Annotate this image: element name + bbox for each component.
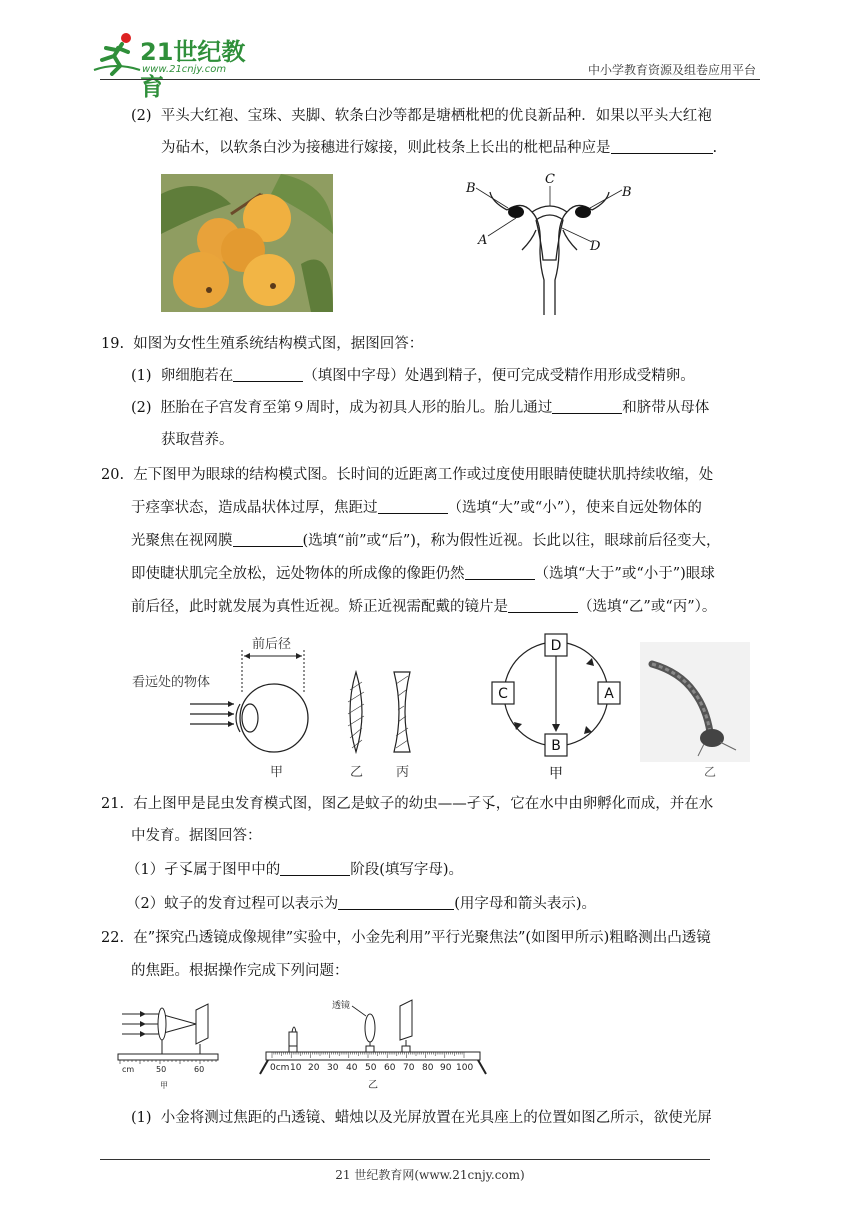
label-b-left: B: [466, 181, 476, 196]
stage-c-label: C: [498, 686, 508, 702]
runner-logo-icon: [92, 30, 142, 76]
page-footer: 21 世纪教育网(www.21cnjy.com): [335, 1168, 525, 1182]
bench-b-tick-40: 40: [346, 1063, 358, 1073]
q21-sub2: （2）蚊子的发育过程可以表示为 (用字母和箭头表示)。: [126, 896, 597, 912]
label-d: D: [590, 239, 601, 254]
eye-lens-figure: [128, 630, 428, 782]
q21-line1: 21. 右上图甲是昆虫发育模式图，图乙是蚊子的幼虫——孑孓，它在水中由卵孵化而成，并在水: [101, 796, 714, 812]
answer-blank[interactable]: [280, 860, 350, 876]
q19-sub2-cont: 获取营养。: [161, 432, 234, 448]
reproductive-system-diagram: [462, 170, 637, 318]
q19-sub2: (2) 胚胎在子宫发育至第９周时，成为初具人形的胎儿。胎儿通过 和脐带从母体: [131, 400, 710, 416]
stage-d-label: D: [550, 638, 562, 654]
q20-line1: 20. 左下图甲为眼球的结构模式图。长时间的近距离工作或过度使用眼睛使睫状肌持续收缩，处: [101, 467, 714, 483]
bench-a-caption: 甲: [160, 1081, 168, 1090]
answer-blank[interactable]: [378, 498, 448, 514]
q19-sub1: (1) 卵细胞若在 （填图中字母）处遇到精子，便可完成受精作用形成受精卵。: [131, 368, 695, 384]
q20-line5: 前后径，此时就发展为真性近视。矫正近视需配戴的镜片是 （选填“乙”或“丙”）。: [131, 599, 717, 615]
site-logo: [92, 30, 262, 101]
bench-b-tick-100: 100: [456, 1063, 474, 1073]
label-a: A: [478, 233, 488, 248]
answer-blank[interactable]: [552, 398, 622, 414]
cycle-caption: 甲: [549, 766, 563, 782]
q21-sub1: （1）孑孓属于图甲中的 阶段(填写字母)。: [126, 862, 464, 878]
bench-b-tick-10: 10: [290, 1063, 302, 1073]
bench-b-tick-50: 50: [365, 1063, 377, 1073]
label-c: C: [545, 172, 555, 187]
optical-bench-a: [116, 1000, 220, 1092]
bench-b-tick-60: 60: [384, 1063, 396, 1073]
header-divider: [100, 79, 760, 80]
q20-line3: 光聚焦在视网膜 (选填“前”或“后”)，称为假性近视。长此以往，眼球前后径变大，: [131, 533, 721, 549]
bench-b-tick-20: 20: [308, 1063, 320, 1073]
bench-b-tick-0: 0cm: [270, 1063, 290, 1073]
footer-divider: [100, 1159, 710, 1160]
mosquito-larva-photo: [640, 642, 750, 780]
q19-stem: 19. 如图为女性生殖系统结构模式图，据图回答：: [101, 336, 424, 352]
bench-a-unit: cm: [122, 1065, 135, 1074]
concave-lens-caption: 丙: [396, 765, 410, 780]
q20-line2: 于痉挛状态，造成晶状体过厚，焦距过 （选填“大”或“小”），使来自远处物体的: [131, 500, 702, 516]
stage-b-label: B: [551, 738, 561, 754]
convex-lens-caption: 乙: [350, 765, 364, 780]
bench-b-tick-30: 30: [327, 1063, 339, 1073]
bench-b-tick-90: 90: [440, 1063, 452, 1073]
q22-sub1: (1) 小金将测过焦距的凸透镜、蜡烛以及光屏放置在光具座上的位置如图乙所示，欲使光屏: [131, 1110, 712, 1126]
bench-b-tick-80: 80: [422, 1063, 434, 1073]
q21-line2: 中发育。据图回答：: [131, 828, 262, 844]
logo-title: 21世纪教育: [140, 38, 246, 101]
lens-label: 透镜: [332, 1001, 351, 1011]
bench-a-tick-50: 50: [156, 1065, 167, 1074]
answer-blank[interactable]: [611, 138, 713, 154]
q18-sub2-line1: (2) 平头大红袍、宝珠、夹脚、软条白沙等都是塘栖枇杷的优良新品种．如果以平头大红袍: [131, 108, 712, 124]
bench-b-tick-70: 70: [403, 1063, 415, 1073]
q20-line4: 即使睫状肌完全放松，远处物体的所成像的像距仍然 （选填“大于”或“小于”)眼球: [131, 566, 715, 582]
distant-object-label: 看远处的物体: [132, 675, 211, 690]
bench-b-caption: 乙: [368, 1080, 378, 1091]
label-b-right: B: [622, 185, 632, 200]
bench-a-tick-60: 60: [194, 1065, 205, 1074]
answer-blank[interactable]: [338, 894, 454, 910]
q18-sub2-line2: 为砧木，以软条白沙为接穗进行嫁接，则此枝条上长出的枇杷品种应是 .: [161, 140, 718, 156]
answer-blank[interactable]: [465, 564, 535, 580]
insect-development-cycle: [486, 630, 632, 784]
stage-a-label: A: [604, 686, 614, 702]
answer-blank[interactable]: [233, 366, 303, 382]
q22-line1: 22. 在”探究凸透镜成像规律”实验中，小金先利用”平行光聚焦法”(如图甲所示)粗略测出凸透镜: [101, 930, 711, 946]
page-header: [0, 0, 860, 101]
larva-caption: 乙: [704, 765, 717, 779]
q22-line2: 的焦距。根据操作完成下列问题：: [131, 963, 349, 979]
answer-blank[interactable]: [233, 531, 303, 547]
answer-blank[interactable]: [508, 597, 578, 613]
optical-bench-b: [256, 992, 492, 1092]
loquat-photo: [161, 174, 333, 312]
logo-url: www.21cnjy.com: [142, 64, 227, 75]
eye-caption: 甲: [270, 765, 284, 780]
front-back-diameter-label: 前后径: [252, 637, 292, 652]
platform-name: 中小学教育资源及组卷应用平台: [587, 63, 756, 77]
